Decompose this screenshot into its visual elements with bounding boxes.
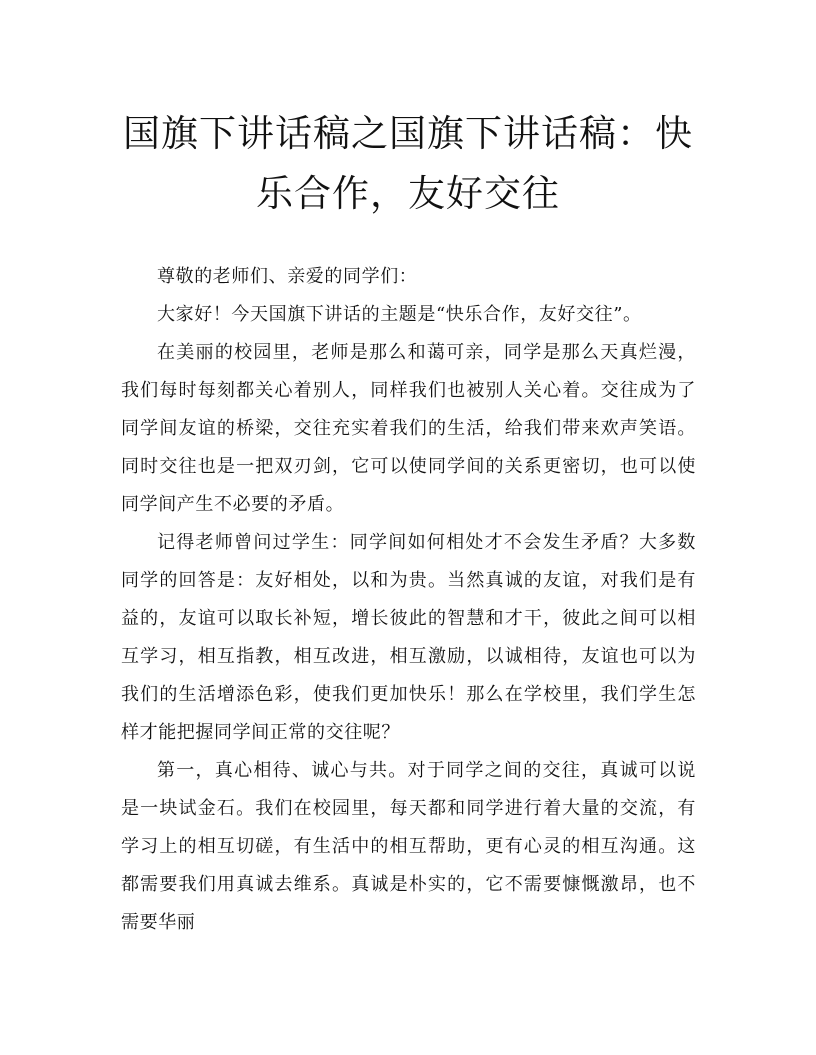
document-body: [121, 258, 696, 942]
body-paragraph: 记得老师曾问过学生：同学间如何相处才不会发生矛盾？大多数同学的回答是：友好相处，以和为贵。当然真诚的友谊，对我们是有益的，友谊可以取长补短，增长彼此的智慧和才干，彼此之间可以相互学习，相互指教，相互改进，相互激励，以诚相待，友谊也可以为我们的生活增添色彩，使我们更加快乐！那么在学校里，我们学生怎样才能把握同学间正常的交往呢？: [121, 532, 696, 743]
salutation: 尊敬的老师们、亲爱的同学们：: [157, 266, 418, 287]
body-paragraph: 在美丽的校园里，老师是那么和蔼可亲，同学是那么天真烂漫，我们每时每刻都关心着别人，同样我们也被别人关心着。交往成为了同学间友谊的桥梁，交往充实着我们的生活，给我们带来欢声笑语。同时交往也是一把双刃剑，它可以使同学间的关系更密切，也可以使同学间产生不必要的矛盾。: [121, 342, 696, 515]
document-title: 国旗下讲话稿之国旗下讲话稿：快乐合作，友好交往: [123, 112, 693, 215]
body-paragraph: 第一，真心相待、诚心与共。对于同学之间的交往，真诚可以说是一块试金石。我们在校园里，每天都和同学进行着大量的交流，有学习上的相互切磋，有生活中的相互帮助，更有心灵的相互沟通。这都需要我们用真诚去维系。真诚是朴实的，它不需要慷慨激昂，也不需要华丽: [121, 760, 696, 933]
greeting-paragraph: 大家好！今天国旗下讲话的主题是“快乐合作，友好交往”。: [157, 304, 642, 325]
